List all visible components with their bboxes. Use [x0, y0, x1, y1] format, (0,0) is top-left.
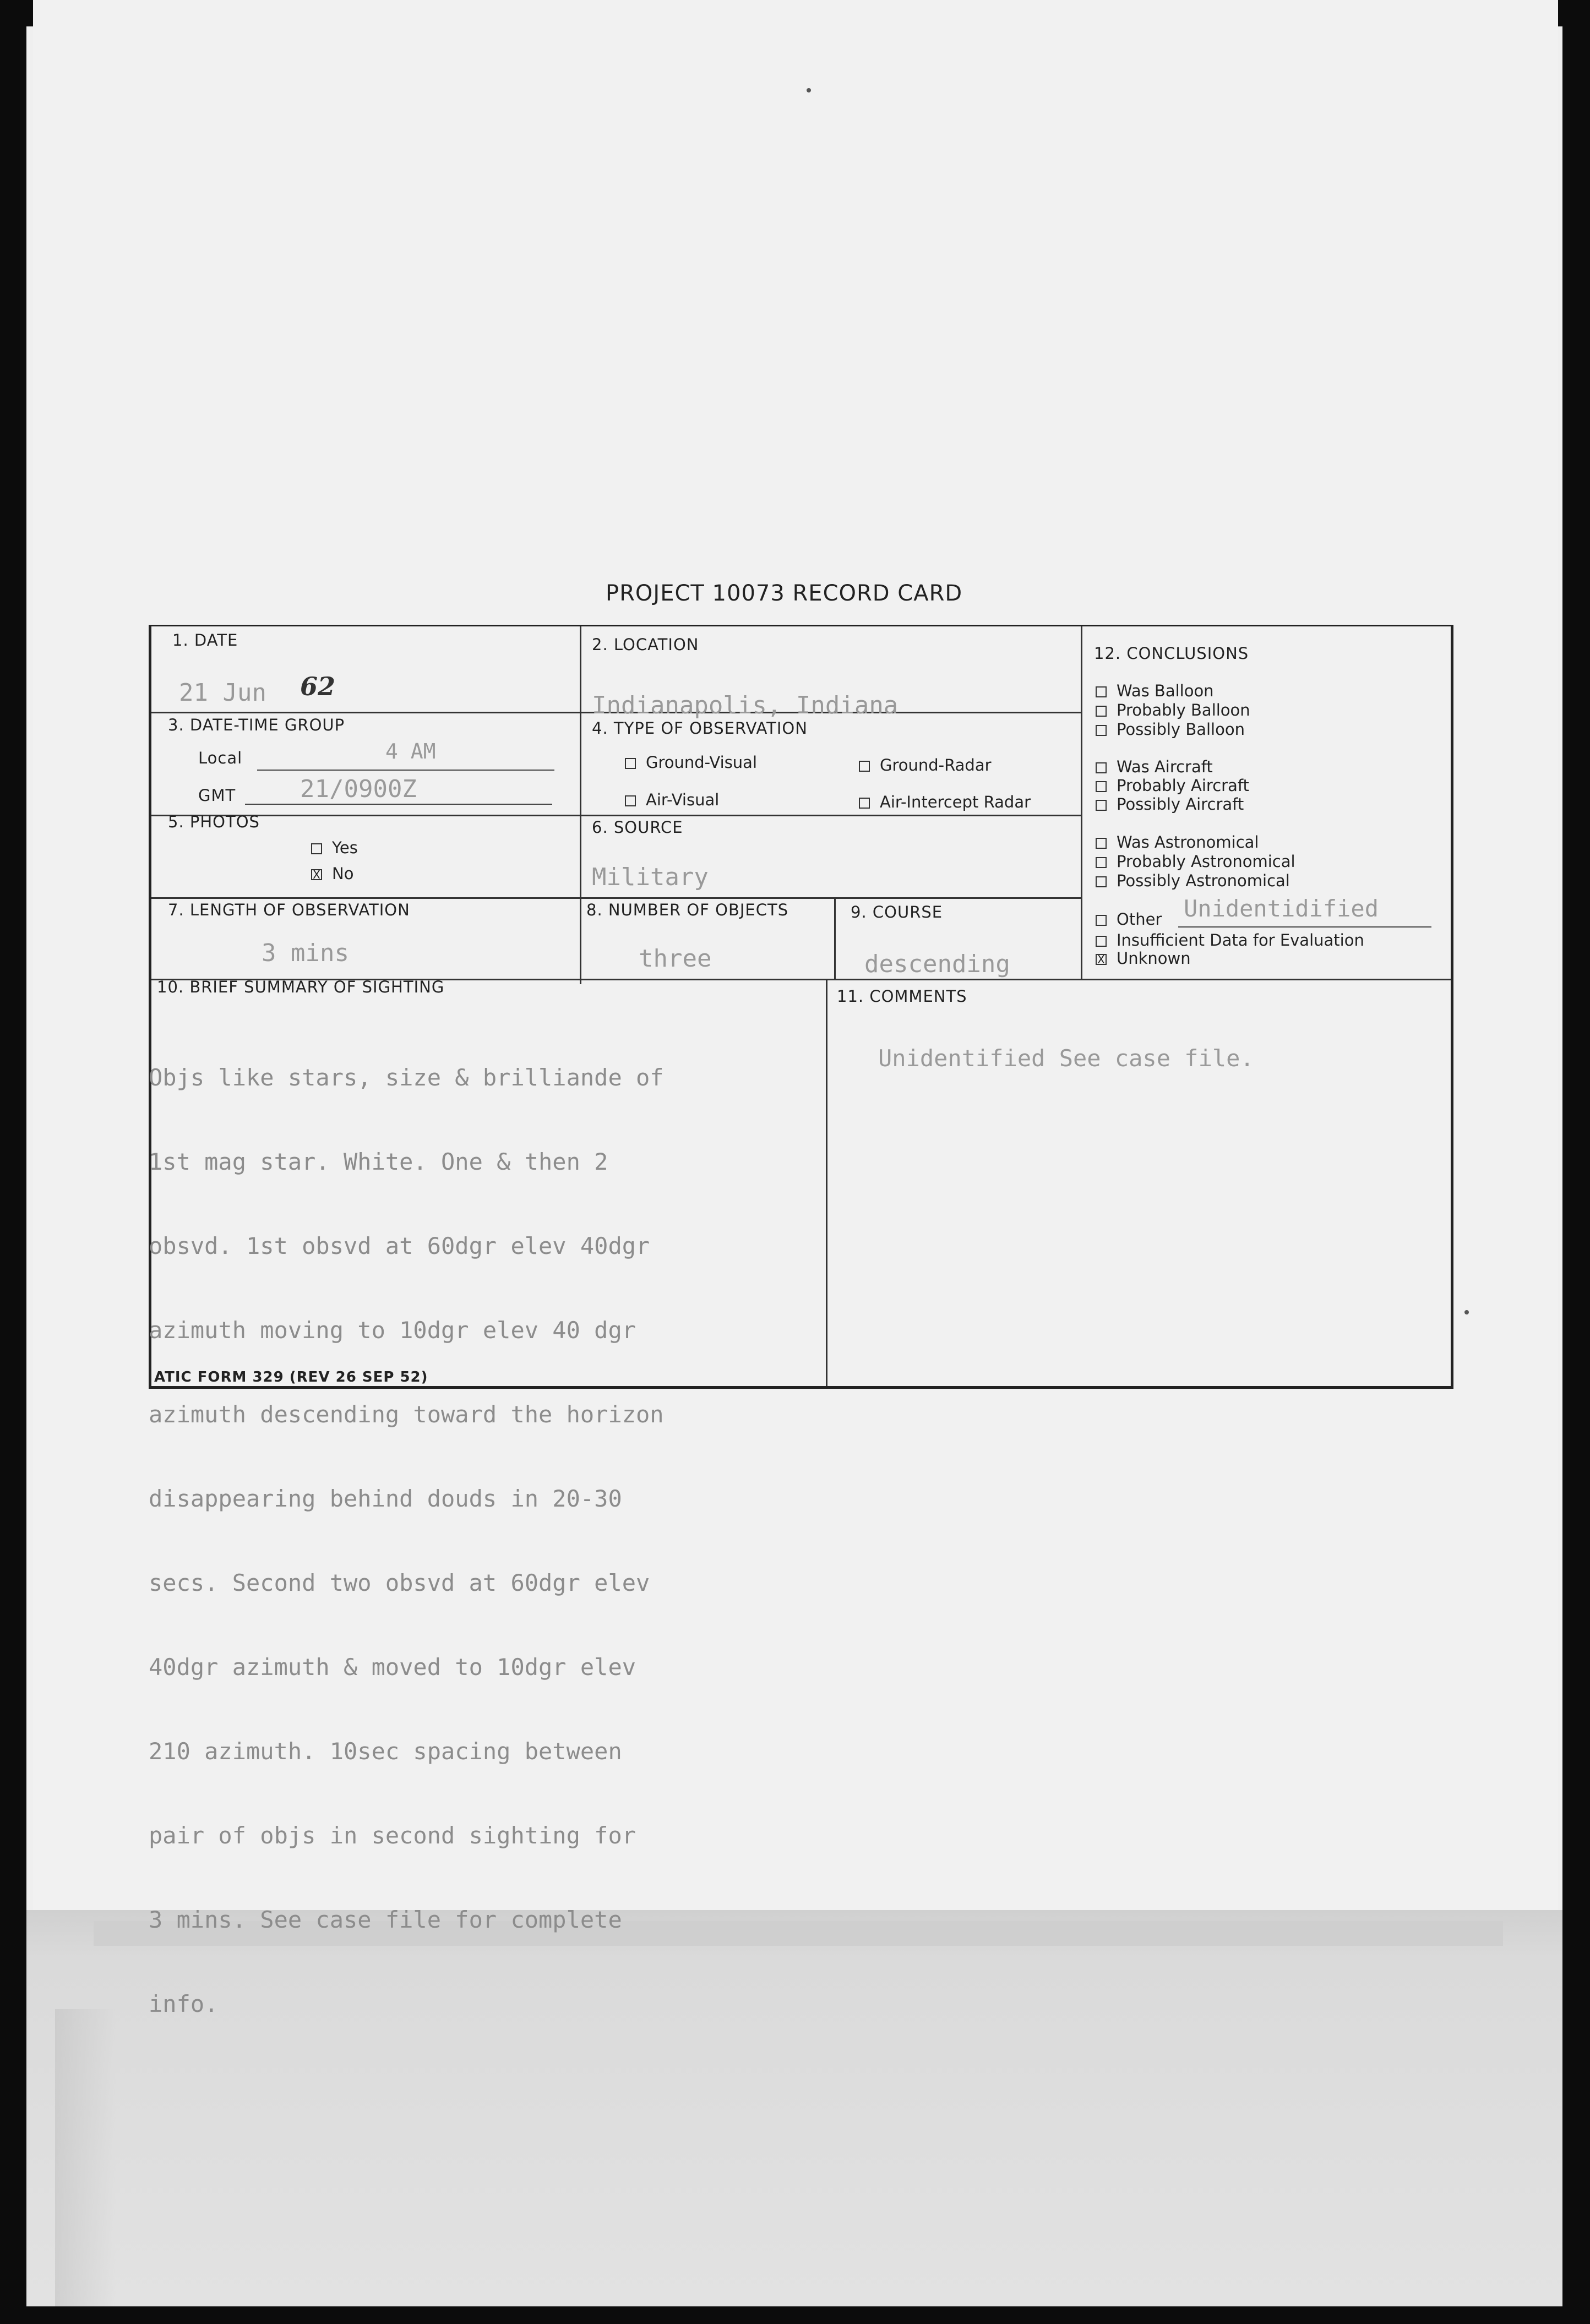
summary-line: pair of objs in second sighting for [149, 1822, 636, 1849]
conclusion-item[interactable]: Probably Balloon [1096, 701, 1250, 719]
summary-line: Objs like stars, size & brilliande of [149, 1064, 664, 1091]
summary-line: azimuth descending toward the horizon [149, 1401, 664, 1428]
speck [807, 88, 811, 92]
summary-line: secs. Second two obsvd at 60dgr elev [149, 1569, 650, 1596]
conclusion-item[interactable]: Probably Aircraft [1096, 776, 1249, 795]
conclusion-item[interactable]: Was Astronomical [1096, 833, 1259, 852]
conclusion-unknown-item[interactable]: X Unknown [1096, 949, 1191, 968]
local-label: Local [198, 749, 243, 767]
comments-value: Unidentified See case file. [878, 1045, 1254, 1072]
checkbox[interactable] [859, 761, 870, 772]
ground-visual-option[interactable]: Ground-Visual [625, 753, 757, 772]
checkbox[interactable] [1096, 686, 1107, 697]
gmt-value: 21/0900Z [300, 775, 417, 803]
air-intercept-option[interactable]: Air-Intercept Radar [859, 793, 1031, 811]
date-value: 21 Jun [179, 679, 281, 707]
local-value: 4 AM [385, 739, 436, 763]
checkbox[interactable] [1096, 762, 1107, 773]
location-label: 2. LOCATION [592, 635, 699, 654]
conclusion-other-item[interactable]: Other [1096, 910, 1162, 929]
checkbox[interactable] [1096, 838, 1107, 849]
observation-type-label: 4. TYPE OF OBSERVATION [592, 719, 808, 738]
conclusions-label: 12. CONCLUSIONS [1094, 644, 1249, 663]
dtg-label: 3. DATE-TIME GROUP [168, 716, 345, 734]
length-label: 7. LENGTH OF OBSERVATION [168, 901, 410, 919]
checkbox[interactable] [1096, 876, 1107, 887]
conclusion-item[interactable]: Probably Astronomical [1096, 852, 1295, 871]
photos-no-option[interactable]: X No [311, 864, 353, 883]
conclusion-item[interactable]: Insufficient Data for Evaluation [1096, 931, 1364, 950]
summary-line: azimuth moving to 10dgr elev 40 dgr [149, 1317, 636, 1344]
summary-line: 1st mag star. White. One & then 2 [149, 1148, 608, 1175]
summary-label: 10. BRIEF SUMMARY OF SIGHTING [157, 978, 445, 996]
source-label: 6. SOURCE [592, 818, 683, 837]
length-value: 3 mins [262, 939, 349, 967]
course-label: 9. COURSE [851, 903, 943, 921]
summary-line: 210 azimuth. 10sec spacing between [149, 1738, 622, 1765]
conclusion-item[interactable]: Possibly Aircraft [1096, 795, 1244, 814]
date-label: 1. DATE [172, 631, 238, 650]
air-visual-option[interactable]: Air-Visual [625, 790, 719, 809]
local-underline [257, 770, 554, 771]
conclusion-item[interactable]: Possibly Balloon [1096, 720, 1245, 739]
course-value: descending [864, 950, 1010, 978]
checkbox[interactable] [1096, 857, 1107, 868]
other-value: Unidentidified [1184, 895, 1379, 922]
location-value: Indianapolis, Indiana [592, 691, 899, 719]
photos-yes-option[interactable]: Yes [311, 838, 358, 857]
summary-line: disappearing behind douds in 20-30 [149, 1485, 622, 1512]
checkbox[interactable] [625, 758, 636, 769]
summary-line: 3 mins. See case file for complete [149, 1906, 622, 1933]
checkbox[interactable] [625, 795, 636, 806]
checkbox[interactable] [1096, 936, 1107, 947]
checkbox[interactable] [1096, 915, 1107, 926]
source-value: Military [592, 863, 709, 891]
divider [1081, 626, 1082, 979]
ground-radar-option[interactable]: Ground-Radar [859, 756, 992, 774]
checkbox-checked[interactable]: X [1096, 954, 1107, 965]
checkbox[interactable] [1096, 706, 1107, 717]
summary-text [149, 1007, 664, 2046]
summary-line: obsvd. 1st obsvd at 60dgr elev 40dgr [149, 1232, 650, 1259]
divider [151, 897, 1082, 899]
divider [151, 815, 1082, 816]
conclusion-item[interactable]: Was Aircraft [1096, 757, 1213, 776]
gmt-underline [245, 804, 552, 805]
checkbox[interactable] [311, 843, 322, 854]
gmt-label: GMT [198, 786, 236, 805]
checkbox[interactable] [1096, 725, 1107, 736]
conclusion-item[interactable]: Possibly Astronomical [1096, 871, 1290, 890]
checkbox-checked[interactable]: X [311, 869, 322, 880]
objects-label: 8. NUMBER OF OBJECTS [586, 901, 789, 919]
comments-label: 11. COMMENTS [837, 987, 967, 1006]
corner-stain [55, 2009, 116, 2306]
form-footer: ATIC FORM 329 (REV 26 SEP 52) [154, 1369, 428, 1385]
summary-line: info. [149, 1990, 219, 2017]
summary-line: 40dgr azimuth & moved to 10dgr elev [149, 1654, 636, 1681]
objects-value: three [639, 945, 712, 973]
photos-label: 5. PHOTOS [168, 812, 260, 831]
divider [826, 979, 827, 1386]
divider [580, 626, 581, 984]
checkbox[interactable] [1096, 800, 1107, 811]
date-handwritten-year: 62 [300, 672, 336, 701]
checkbox[interactable] [1096, 781, 1107, 792]
conclusion-item[interactable]: Was Balloon [1096, 681, 1214, 700]
card-title: PROJECT 10073 RECORD CARD [606, 581, 963, 606]
divider [834, 897, 836, 980]
checkbox[interactable] [859, 798, 870, 809]
speck [1464, 1310, 1469, 1314]
other-underline [1178, 926, 1431, 928]
